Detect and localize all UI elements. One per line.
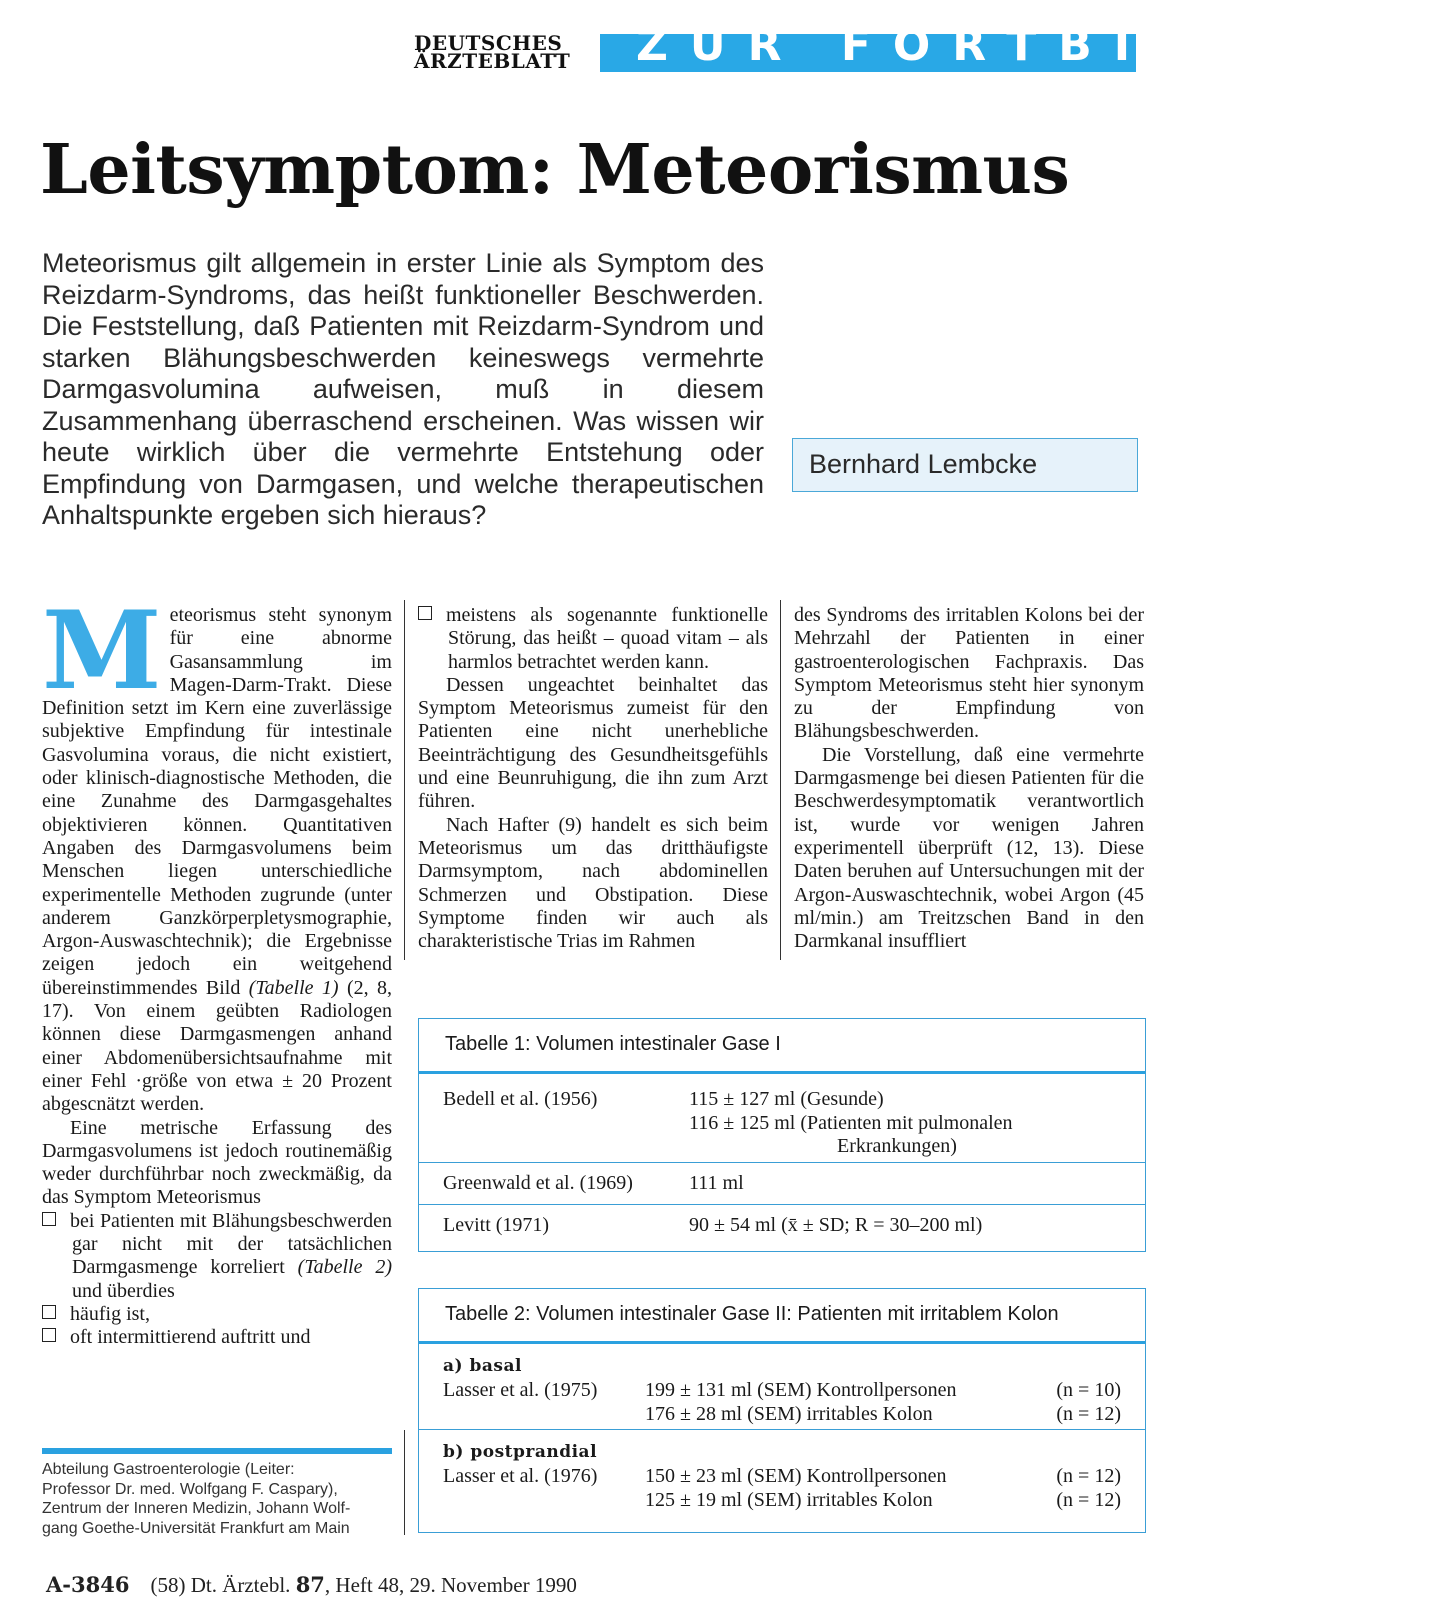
paragraph [42,588,392,1117]
text: meistens als sogenannte funktionelle Störung, das heißt – quoad vitam – als harmlos betrachtet werden kann. [446,604,768,673]
n-value: (n = 12) [1056,1488,1121,1511]
list-item [42,1303,392,1326]
value-line: 125 ± 19 ml (SEM) irritables Kolon [645,1488,933,1511]
column-divider [404,600,405,960]
value-line: 116 ± 125 ml (Patienten mit pulmonalen [689,1111,1013,1134]
journal-name-line2: ÄRZTEBLATT [414,49,571,73]
author-name: Bernhard Lembcke [809,449,1038,479]
list-item [418,604,768,674]
section-label: ZUR FORTBILDUNG [636,20,1435,71]
text: bei Patienten mit Blähungsbeschwerden gar nicht mit der tatsächlichen Darmgasmenge korreliert [70,1209,392,1279]
table-section [419,1341,1145,1430]
column-divider [404,1430,405,1535]
paragraph: Dessen ungeachtet beinhaltet das Symptom Meteorismus zumeist für den Patienten eine nicht unerhebliche Beeinträchtigung des Gesundheitsgefühls und eine Beunruhigung, die ihn zum Arzt führen. [418,673,768,813]
affiliation-rule [42,1448,392,1454]
text: und überdies [72,1279,175,1302]
table-row [419,1204,1145,1250]
table-title-text: Tabelle 2: Volumen intestinaler Gase II: Patienten mit irritablem Kolon [445,1303,1059,1325]
page-footer [46,1572,577,1598]
body-column-3 [794,604,1144,953]
paragraph: des Syndroms des irritablen Kolons bei der Mehrzahl der Patienten in einer gastroenterologischen Fachpraxis. Das Symptom Meteorismus steht hier synonym zu der Empfindung von Blähungsbeschwerden. [794,604,1144,743]
page-number: A-3846 [46,1572,130,1597]
affiliation-line: gang Goethe-Universität Frankfurt am Main [42,1519,350,1537]
n-value: (n = 12) [1056,1402,1121,1425]
value-line: 176 ± 28 ml (SEM) irritables Kolon [645,1402,933,1425]
table-title-text: Tabelle 1: Volumen intestinaler Gase I [445,1033,781,1055]
table-title [419,1019,1145,1074]
section-band [600,20,1435,72]
n-value: (n = 12) [1056,1465,1121,1487]
table-cell-source: Levitt (1971) [443,1214,550,1236]
text: eteorismus steht synonym für eine abnorme Gasansammlung im Magen-Darm-Trakt. Diese Definition setzt im Kern eine zuverlässige subjektive Empfindung für intestinale Gasvolumina voraus, die nicht existiert, oder klinisch-diagnostische Methoden, die eine Zunahme des Darmgasgehaltes objektivieren können. Quantitativen Angaben des Darmgasvolumens beim Menschen liegen unterschiedliche experimentelle Methoden zugrunde (unter anderem Ganzkörperpletysmographie, Argon-Auswaschtechnik); die Ergebnisse zeigen jedoch ein weitgehend übereinstimmendes Bild [42,604,392,999]
value-line: 150 ± 23 ml (SEM) Kontrollpersonen [645,1465,947,1487]
value-line: 115 ± 127 ml (Gesunde) [689,1088,884,1110]
paragraph: Die Vorstellung, daß eine vermehrte Darmgasmenge bei diesen Patienten für die Beschwerdesymptomatik verantwortlich ist, wurde vor wenigen Jahren experimentell überprüft (12, 13). Diese Daten beruhen auf Untersuchungen mit der Argon-Auswaschtechnik, wobei Argon (45 ml/min.) am Treitzschen Band in den Darmkanal insuffliert [794,743,1144,953]
table-1 [418,1018,1146,1252]
table-cell-n [1056,1465,1121,1512]
volume: 87 [295,1572,325,1597]
table-row [419,1071,1145,1163]
body-column-1 [42,588,392,1350]
checkbox-bullet-icon [42,1212,56,1226]
value-line: 199 ± 131 ml (SEM) Kontrollpersonen [645,1379,957,1401]
value-line: Erkrankungen) [837,1135,957,1157]
section-label: b) postprandial [443,1442,598,1462]
section-label: a) basal [443,1356,522,1376]
table-cell-source: Greenwald et al. (1969) [443,1172,633,1194]
table-cell-source: Bedell et al. (1956) [443,1088,598,1110]
paragraph: Nach Hafter (9) handelt es sich beim Meteorismus um das dritthäufigste Darmsymptom, nach abdominellen Schmerzen und Obstipation. Diese Symptome finden wir auch als charakteristische Trias im Rahmen [418,813,768,953]
affiliation-line: Abteilung Gastroenterologie (Leiter: [42,1461,295,1478]
checkbox-bullet-icon [42,1305,56,1319]
n-value: (n = 10) [1056,1379,1121,1401]
table-cell-value [645,1465,947,1512]
drop-cap: M [42,588,162,714]
checkbox-bullet-icon [418,606,432,620]
table-cell-value [689,1088,1013,1159]
table-reference: (Tabelle 1) [248,976,339,999]
paragraph: Eine metrische Erfassung des Darmgasvolumens ist jedoch routinemäßig weder durchführbar noch zweckmäßig, da das Symptom Meteorismus [42,1116,392,1209]
text: oft intermittierend auftritt und [70,1326,311,1349]
journal-masthead [414,31,592,73]
citation-rest: , Heft 48, 29. November 1990 [324,1573,577,1597]
table-cell-n [1056,1379,1121,1426]
author-box [792,438,1138,492]
affiliation-line: Professor Dr. med. Wolfgang F. Caspary), [42,1480,338,1498]
citation: (58) Dt. Ärztebl. [150,1573,291,1597]
table-cell-value: 111 ml [689,1172,744,1194]
body-column-2 [418,604,768,953]
table-cell-source: Lasser et al. (1976) [443,1465,598,1487]
list-item [42,1210,392,1303]
text: häufig ist, [70,1302,150,1325]
affiliation [42,1460,398,1538]
list-item [42,1326,392,1349]
table-cell-value [645,1379,957,1426]
article-lead: Meteorismus gilt allgemein in erster Linie als Symptom des Reizdarm-Syndroms, das heißt funktioneller Beschwerden. Die Feststellung, daß Patienten mit Reizdarm-Syndrom und starken Blähungsbeschwerden keineswegs vermehrte Darmgasvolumina aufweisen, muß in diesem Zusammenhang überraschend erscheinen. Was wissen wir heute wirklich über die vermehrte Entstehung oder Empfindung von Darmgasen, und welche therapeutischen Anhaltspunkte ergeben sich hieraus? [42,248,764,530]
text: (2, 8, 17). Von einem geübten Radiologen können diese Darmgasmengen anhand einer Abdomenübersichtsaufnahme mit einer Fehl ·größe von etwa ± 20 Prozent abgescnätzt werden. [42,976,392,1116]
table-title [419,1289,1145,1344]
table-row [419,1162,1145,1205]
article-title: Leitsymptom: Meteorismus [40,130,1070,210]
table-2 [418,1288,1146,1533]
table-section [419,1429,1145,1531]
checkbox-bullet-icon [42,1328,56,1342]
table-reference: (Tabelle 2) [297,1256,392,1279]
column-divider [780,600,781,960]
table-cell-value: 90 ± 54 ml (x̄ ± SD; R = 30–200 ml) [689,1214,983,1236]
table-cell-source: Lasser et al. (1975) [443,1379,598,1401]
journal-name-line1: DEUTSCHES [414,31,563,55]
affiliation-line: Zentrum der Inneren Medizin, Johann Wolf- [42,1500,351,1517]
